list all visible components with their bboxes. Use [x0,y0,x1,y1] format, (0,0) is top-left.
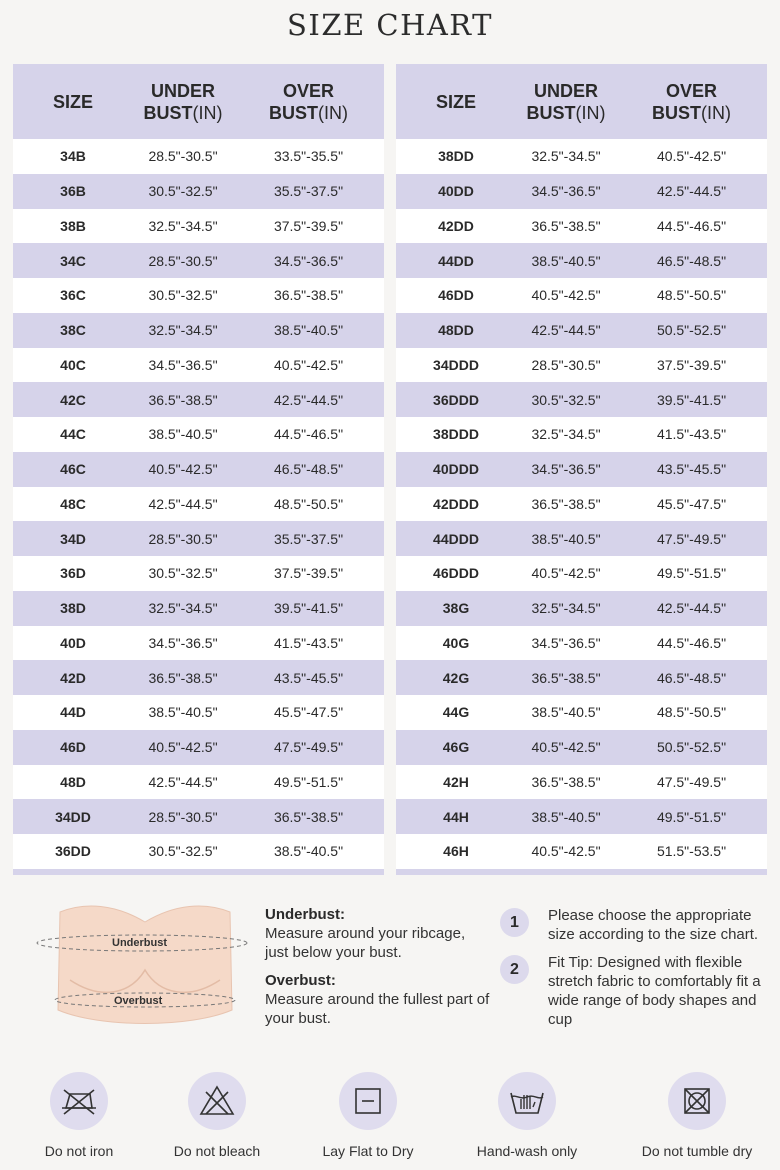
table-row [396,799,767,834]
size-cell: 44C [60,426,86,443]
size-cell: 34C [60,252,86,269]
underbust-cell: 38.5"-40.5" [148,426,218,443]
overbust-cell: 42.5"-44.5" [273,391,344,408]
size-cell: 46H [443,843,469,860]
size-cell: 48DD [438,322,474,339]
size-cell: 34DD [55,808,91,825]
size-cell: 46G [442,739,470,756]
underbust-cell: 34.5"-36.5" [148,634,218,651]
overbust-cell: 50.5"-52.5" [656,322,727,339]
size-cell: 44DD [438,252,474,269]
underbust-cell: 38.5"-40.5" [531,252,601,269]
size-cell: 42C [60,391,86,408]
size-table-right [396,64,767,875]
underbust-cell: 28.5"-30.5" [148,530,218,547]
size-cell: 36DD [55,843,91,860]
table-row [13,139,384,174]
table-row [13,278,384,313]
overbust-cell: 49.5"-51.5" [656,808,727,825]
size-cell: 40D [60,634,86,651]
size-cell: 44H [443,808,469,825]
size-cell: 38B [60,217,86,234]
overbust-cell: 40.5"-42.5" [656,148,727,165]
underbust-cell: 38.5"-40.5" [531,808,601,825]
size-cell: 34DDD [433,356,479,373]
underbust-label: Underbust [112,937,167,949]
table-row [13,313,384,348]
table-row [13,730,384,765]
overbust-cell: 33.5"-35.5" [273,148,344,165]
overbust-cell: 51.5"-53.5" [656,843,727,860]
underbust-cell: 28.5"-30.5" [148,252,218,269]
size-cell: 42DDD [433,495,479,512]
underbust-cell: 38.5"-40.5" [531,530,601,547]
size-cell: 38DDD [433,426,479,443]
overbust-instruction: Overbust: Measure around the fullest part of your bust. [265,972,490,1027]
size-cell: 46DD [438,287,474,304]
overbust-cell: 50.5"-52.5" [656,739,727,756]
size-cell: 40G [442,634,470,651]
overbust-cell: 44.5"-46.5" [273,426,344,443]
underbust-cell: 34.5"-36.5" [531,183,601,200]
overbust-cell: 44.5"-46.5" [656,217,727,234]
table-footer-band [13,869,384,875]
size-cell: 36B [60,183,86,200]
underbust-cell: 34.5"-36.5" [531,461,601,478]
table-row [396,313,767,348]
overbust-cell: 36.5"-38.5" [273,287,344,304]
no-iron-icon [50,1072,108,1130]
underbust-cell: 40.5"-42.5" [531,843,601,860]
header-overbust: OVER BUST(IN) [269,80,348,123]
overbust-cell: 48.5"-50.5" [273,495,344,512]
size-table-left [13,64,384,875]
overbust-cell: 43.5"-45.5" [656,461,727,478]
table-row [13,556,384,591]
size-cell: 38G [442,600,470,617]
tip-text: Fit Tip: Designed with flexible stretch fabric to comfortably fit a wide range of body shapes and cup [548,954,761,1028]
size-cell: 42H [443,773,469,790]
table-body [13,139,384,869]
underbust-cell: 30.5"-32.5" [148,565,218,582]
underbust-cell: 40.5"-42.5" [531,739,601,756]
size-cell: 40C [60,356,86,373]
table-row [396,417,767,452]
table-body [396,139,767,869]
underbust-cell: 36.5"-38.5" [531,217,601,234]
overbust-cell: 36.5"-38.5" [273,808,344,825]
overbust-cell: 37.5"-39.5" [273,565,344,582]
underbust-cell: 32.5"-34.5" [531,148,601,165]
size-cell: 36DDD [433,391,479,408]
underbust-cell: 32.5"-34.5" [148,322,218,339]
overbust-cell: 42.5"-44.5" [656,183,727,200]
table-row [396,521,767,556]
tip-number-badge: 1 [500,908,529,937]
size-cell: 40DD [438,183,474,200]
overbust-cell: 44.5"-46.5" [656,634,727,651]
page-title: SIZE CHART [287,8,493,42]
tip-text: Please choose the appropriate size according to the size chart. [548,907,759,943]
table-row [13,626,384,661]
overbust-cell: 42.5"-44.5" [656,600,727,617]
underbust-cell: 32.5"-34.5" [148,217,218,234]
size-cell: 46DDD [433,565,479,582]
table-row [13,417,384,452]
size-cell: 42G [442,669,470,686]
table-row [396,139,767,174]
table-row [396,243,767,278]
underbust-cell: 30.5"-32.5" [148,843,218,860]
table-row [396,348,767,383]
overbust-cell: 49.5"-51.5" [273,773,344,790]
table-row [13,799,384,834]
table-footer-band [396,869,767,875]
care-item-no-bleach: Do not bleach [142,1072,292,1159]
underbust-cell: 28.5"-30.5" [148,808,218,825]
header-overbust: OVER BUST(IN) [652,80,731,123]
table-row [396,626,767,661]
size-cell: 34B [60,148,86,165]
size-cell: 46D [60,739,86,756]
size-cell: 38D [60,600,86,617]
table-header [396,64,767,139]
underbust-cell: 34.5"-36.5" [531,634,601,651]
overbust-cell: 45.5"-47.5" [656,495,727,512]
underbust-cell: 42.5"-44.5" [148,495,218,512]
size-cell: 38C [60,322,86,339]
care-item-no-tumble-dry: Do not tumble dry [622,1072,772,1159]
overbust-cell: 49.5"-51.5" [656,565,727,582]
overbust-cell: 46.5"-48.5" [656,669,727,686]
underbust-cell: 40.5"-42.5" [148,739,218,756]
care-item-lay-flat: Lay Flat to Dry [293,1072,443,1159]
underbust-cell: 30.5"-32.5" [148,183,218,200]
table-row [13,487,384,522]
underbust-instruction: Underbust: Measure around your ribcage, just below your bust. [265,906,466,961]
underbust-cell: 36.5"-38.5" [148,669,218,686]
table-row [13,452,384,487]
overbust-cell: 43.5"-45.5" [273,669,344,686]
table-row [396,730,767,765]
size-cell: 36D [60,565,86,582]
overbust-cell: 37.5"-39.5" [273,217,344,234]
underbust-cell: 42.5"-44.5" [148,773,218,790]
table-row [396,591,767,626]
lay-flat-dry-icon [339,1072,397,1130]
size-cell: 36C [60,287,86,304]
table-row [396,209,767,244]
size-cell: 44D [60,704,86,721]
table-row [396,452,767,487]
measure-instructions [265,905,490,1028]
table-row [396,174,767,209]
size-cell: 48D [60,773,86,790]
table-row [396,278,767,313]
underbust-cell: 32.5"-34.5" [148,600,218,617]
tips-list [500,906,772,1029]
table-row [396,487,767,522]
overbust-cell: 39.5"-41.5" [656,391,727,408]
table-row [13,243,384,278]
table-row [13,348,384,383]
table-row [13,765,384,800]
overbust-cell: 45.5"-47.5" [273,704,344,721]
no-tumble-dry-icon [668,1072,726,1130]
overbust-cell: 41.5"-43.5" [656,426,727,443]
table-row [396,660,767,695]
table-row [13,521,384,556]
underbust-cell: 40.5"-42.5" [148,461,218,478]
overbust-cell: 35.5"-37.5" [273,530,344,547]
tip-item [500,953,772,1029]
header-underbust: UNDER BUST(IN) [526,80,606,123]
table-row [396,834,767,869]
size-cell: 34D [60,530,86,547]
overbust-cell: 48.5"-50.5" [656,287,727,304]
hand-wash-icon [498,1072,556,1130]
overbust-cell: 40.5"-42.5" [273,356,344,373]
overbust-cell: 34.5"-36.5" [273,252,344,269]
overbust-cell: 38.5"-40.5" [273,322,344,339]
underbust-cell: 32.5"-34.5" [531,600,601,617]
underbust-cell: 32.5"-34.5" [531,426,601,443]
table-row [13,174,384,209]
size-cell: 40DDD [433,461,479,478]
table-header [13,64,384,139]
overbust-cell: 46.5"-48.5" [273,461,344,478]
underbust-cell: 40.5"-42.5" [531,287,601,304]
underbust-cell: 34.5"-36.5" [148,356,218,373]
underbust-cell: 36.5"-38.5" [148,391,218,408]
overbust-cell: 47.5"-49.5" [656,773,727,790]
table-row [13,695,384,730]
table-row [13,382,384,417]
overbust-cell: 41.5"-43.5" [273,634,344,651]
bra-illustration [30,900,260,1035]
table-row [396,556,767,591]
underbust-cell: 36.5"-38.5" [531,773,601,790]
underbust-cell: 30.5"-32.5" [531,391,601,408]
underbust-cell: 36.5"-38.5" [531,669,601,686]
tip-item [500,906,772,944]
table-row [13,834,384,869]
table-row [396,382,767,417]
care-item-hand-wash: Hand-wash only [452,1072,602,1159]
overbust-cell: 39.5"-41.5" [273,600,344,617]
table-row [396,765,767,800]
size-cell: 44DDD [433,530,479,547]
size-cell: 48C [60,495,86,512]
table-row [13,660,384,695]
overbust-cell: 35.5"-37.5" [273,183,344,200]
overbust-cell: 46.5"-48.5" [656,252,727,269]
underbust-cell: 28.5"-30.5" [148,148,218,165]
underbust-cell: 28.5"-30.5" [531,356,601,373]
underbust-cell: 36.5"-38.5" [531,495,601,512]
overbust-cell: 38.5"-40.5" [273,843,344,860]
size-cell: 42DD [438,217,474,234]
overbust-cell: 47.5"-49.5" [273,739,344,756]
overbust-cell: 37.5"-39.5" [656,356,727,373]
header-underbust: UNDER BUST(IN) [143,80,223,123]
overbust-label: Overbust [114,995,163,1007]
overbust-cell: 48.5"-50.5" [656,704,727,721]
table-row [396,695,767,730]
header-size: SIZE [435,91,476,112]
underbust-cell: 38.5"-40.5" [531,704,601,721]
header-size: SIZE [52,91,93,112]
underbust-cell: 40.5"-42.5" [531,565,601,582]
care-item-no-iron: Do not iron [4,1072,154,1159]
table-row [13,591,384,626]
overbust-cell: 47.5"-49.5" [656,530,727,547]
tip-number-badge: 2 [500,955,529,984]
no-bleach-icon [188,1072,246,1130]
size-cell: 46C [60,461,86,478]
size-cell: 42D [60,669,86,686]
underbust-cell: 38.5"-40.5" [148,704,218,721]
table-row [13,209,384,244]
underbust-cell: 42.5"-44.5" [531,322,601,339]
size-cell: 38DD [438,148,474,165]
underbust-cell: 30.5"-32.5" [148,287,218,304]
size-cell: 44G [442,704,470,721]
